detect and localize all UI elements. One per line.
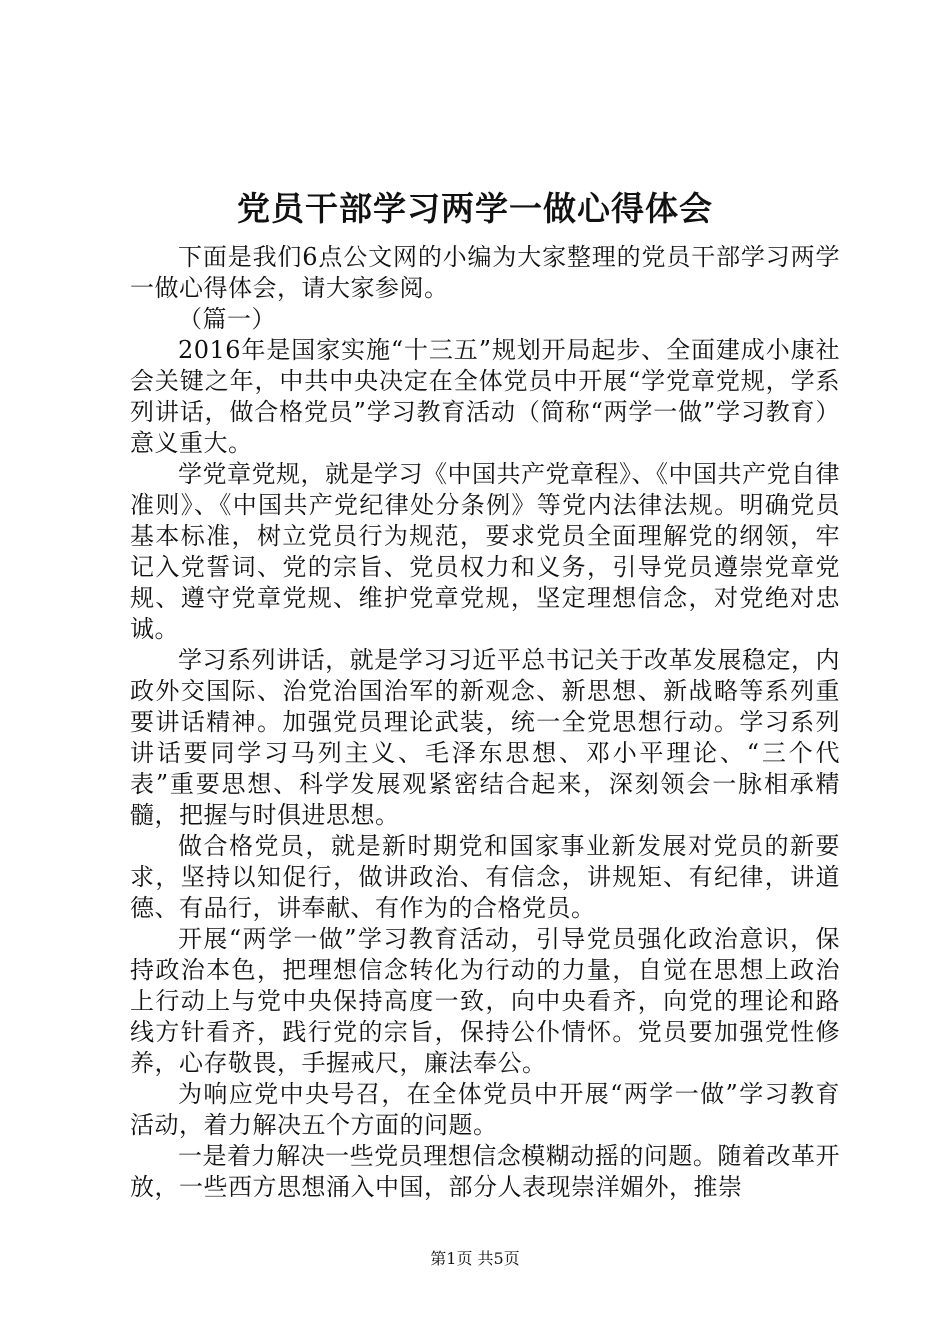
paragraph: 学党章党规，就是学习《中国共产党章程》、《中国共产党自律准则》、《中国共产党纪律处分条例》等党内法律法规。明确党员基本标准，树立党员行为规范，要求党员全面理解党的纲领，牢记入党誓词、党的宗旨、党员权力和义务，引导党员遵崇党章党规、遵守党章党规、维护党章党规，坚定理想信念，对党绝对忠诚。	[130, 460, 840, 643]
paragraph: 一是着力解决一些党员理想信念模糊动摇的问题。随着改革开放，一些西方思想涌入中国，部分人表现崇洋媚外，推崇	[130, 1142, 840, 1201]
paragraph-intro: 下面是我们6点公文网的小编为大家整理的党员干部学习两学一做心得体会，请大家参阅。	[130, 243, 840, 302]
document-title: 党员干部学习两学一做心得体会	[237, 189, 713, 228]
paragraph: 学习系列讲话，就是学习习近平总书记关于改革发展稳定，内政外交国际、治党治国治军的新观念、新思想、新战略等系列重要讲话精神。加强党员理论武装，统一全党思想行动。学习系列讲话要同学习马列主义、毛泽东思想、邓小平理论、“三个代表”重要思想、科学发展观紧密结合起来，深刻领会一脉相承精髓，把握与时俱进思想。	[130, 646, 840, 829]
paragraph: 做合格党员，就是新时期党和国家事业新发展对党员的新要求，坚持以知促行，做讲政治、有信念，讲规矩、有纪律，讲道德、有品行，讲奉献、有作为的合格党员。	[130, 832, 840, 922]
page-number-footer: 第1页 共5页	[430, 1249, 520, 1268]
paragraph: 开展“两学一做”学习教育活动，引导党员强化政治意识，保持政治本色，把理想信念转化为行动的力量，自觉在思想上政治上行动上与党中央保持高度一致，向中央看齐，向党的理论和路线方针看齐，践行党的宗旨，保持公仆情怀。党员要加强党性修养，心存敬畏，手握戒尺，廉法奉公。	[130, 925, 840, 1077]
paragraph: 2016年是国家实施“十三五”规划开局起步、全面建成小康社会关键之年，中共中央决定在全体党员中开展“学党章党规，学系列讲话，做合格党员”学习教育活动（简称“两学一做”学习教育）意义重大。	[130, 336, 840, 457]
paragraph: 为响应党中央号召，在全体党员中开展“两学一做”学习教育活动，着力解决五个方面的问题。	[130, 1080, 840, 1139]
document-body	[130, 242, 840, 1203]
paragraph-section-label: （篇一）	[178, 305, 276, 333]
